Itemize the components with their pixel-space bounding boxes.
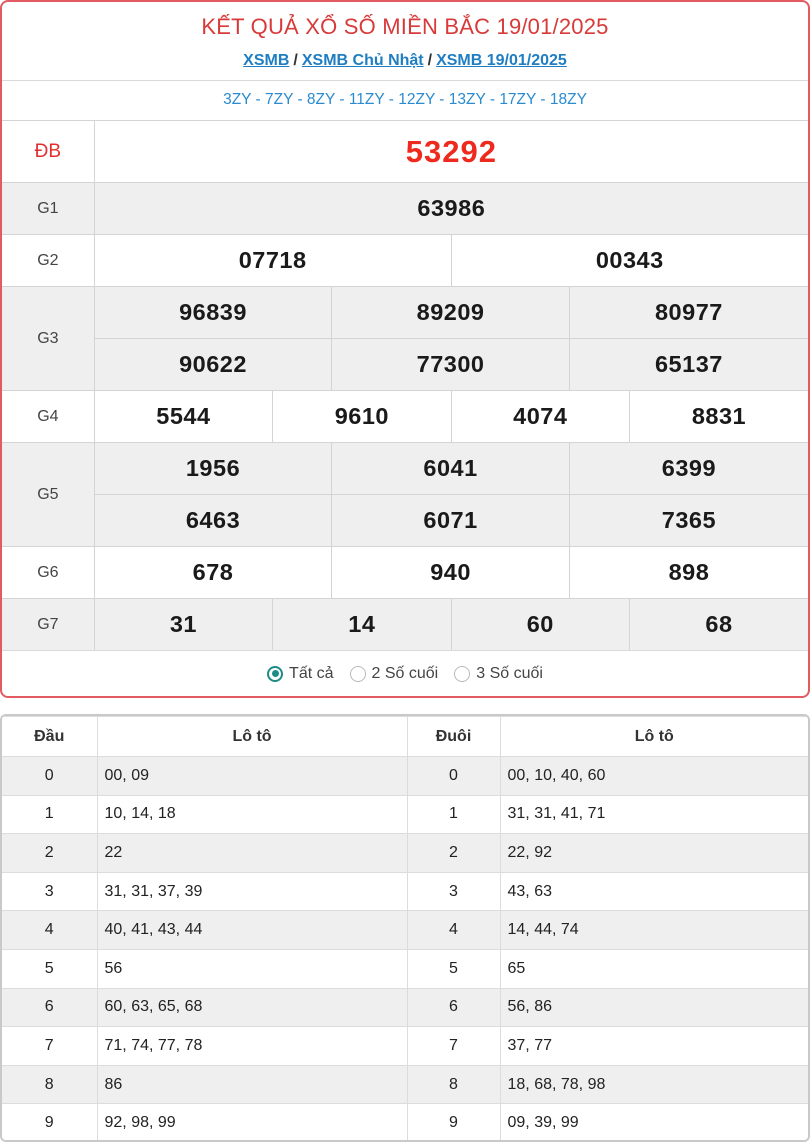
prize-row-g3 [2,339,808,391]
table-row [2,949,808,988]
dau-loto-list: 86 [97,1065,407,1104]
prize-number-db: 53292 [94,121,808,183]
header-duoi: Đuôi [407,717,500,757]
prize-number-g4: 4074 [451,391,629,443]
link-xsmb-chu-nhat[interactable]: XSMB Chủ Nhật [301,52,424,69]
header-loto-dau: Lô tô [97,717,407,757]
duoi-loto-list: 22, 92 [500,834,808,873]
prize-number-g3: 89209 [332,287,570,339]
prize-label-db: ĐB [2,121,94,183]
table-row [2,757,808,796]
duoi-digit: 1 [407,795,500,834]
filter-option-3-digits[interactable] [454,665,543,683]
dau-loto-list: 10, 14, 18 [97,795,407,834]
dau-loto-list: 56 [97,949,407,988]
prize-label-g2: G2 [2,235,94,287]
dau-loto-list: 00, 09 [97,757,407,796]
prize-number-g5: 6041 [332,443,570,495]
dau-loto-list: 22 [97,834,407,873]
filter-option-all[interactable] [267,665,333,683]
duoi-loto-list: 56, 86 [500,988,808,1027]
duoi-loto-list: 43, 63 [500,872,808,911]
prize-number-g3: 80977 [569,287,808,339]
dau-digit: 1 [2,795,97,834]
radio-icon[interactable] [454,666,470,682]
prize-number-g7: 68 [629,599,808,651]
duoi-digit: 7 [407,1027,500,1066]
link-xsmb[interactable]: XSMB [243,52,290,69]
prize-number-g1: 63986 [94,183,808,235]
duoi-digit: 3 [407,872,500,911]
loto-header-row [2,717,808,757]
prize-number-g6: 678 [94,547,332,599]
prize-row-g7 [2,599,808,651]
prize-number-g3: 65137 [569,339,808,391]
filter-option-label: Tất cả [289,664,334,682]
prize-number-g5: 7365 [569,495,808,547]
prize-label-g5: G5 [2,443,94,547]
duoi-digit: 9 [407,1104,500,1142]
prize-row-g4 [2,391,808,443]
dau-loto-list: 92, 98, 99 [97,1104,407,1142]
table-row [2,834,808,873]
prize-row-g5 [2,495,808,547]
dau-digit: 4 [2,911,97,950]
prize-label-g6: G6 [2,547,94,599]
duoi-digit: 6 [407,988,500,1027]
prize-number-g4: 8831 [629,391,808,443]
prize-row-g1 [2,183,808,235]
filter-option-label: 2 Số cuối [371,664,439,682]
dau-loto-list: 40, 41, 43, 44 [97,911,407,950]
prize-row-g2 [2,235,808,287]
table-row [2,988,808,1027]
dau-digit: 6 [2,988,97,1027]
loto-table [2,716,808,1142]
dau-digit: 5 [2,949,97,988]
dau-digit: 3 [2,872,97,911]
loto-body [2,757,808,1143]
prize-number-g6: 898 [569,547,808,599]
duoi-digit: 0 [407,757,500,796]
duoi-loto-list: 37, 77 [500,1027,808,1066]
radio-icon[interactable] [350,666,366,682]
prize-number-g7: 60 [451,599,629,651]
prize-number-g7: 31 [94,599,272,651]
prize-number-g5: 6399 [569,443,808,495]
duoi-digit: 2 [407,834,500,873]
prize-row-g6 [2,547,808,599]
dau-digit: 2 [2,834,97,873]
prize-number-g5: 1956 [94,443,332,495]
prize-number-g3: 96839 [94,287,332,339]
prize-label-g7: G7 [2,599,94,651]
duoi-digit: 5 [407,949,500,988]
prize-table [2,120,808,651]
table-row [2,911,808,950]
table-row [2,1065,808,1104]
breadcrumb [2,48,808,80]
loto-table-card [0,714,810,1142]
duoi-loto-list: 09, 39, 99 [500,1104,808,1142]
dau-digit: 8 [2,1065,97,1104]
prize-row-g3 [2,287,808,339]
dau-loto-list: 31, 31, 37, 39 [97,872,407,911]
duoi-loto-list: 00, 10, 40, 60 [500,757,808,796]
header-loto-duoi: Lô tô [500,717,808,757]
page-title: KẾT QUẢ XỔ SỐ MIỀN BẮC 19/01/2025 [201,14,609,39]
table-row [2,1027,808,1066]
filter-option-2-digits[interactable] [350,665,439,683]
prize-number-g2: 00343 [451,235,808,287]
table-row [2,1104,808,1142]
prize-number-g5: 6071 [332,495,570,547]
link-xsmb-date[interactable]: XSMB 19/01/2025 [436,52,567,69]
table-row [2,872,808,911]
prize-number-g4: 9610 [273,391,451,443]
prize-number-g3: 77300 [332,339,570,391]
breadcrumb-separator: / [293,52,298,69]
table-row [2,795,808,834]
digit-filter [2,650,808,696]
prize-number-g5: 6463 [94,495,332,547]
dau-digit: 9 [2,1104,97,1142]
prize-number-g2: 07718 [94,235,451,287]
header-dau: Đầu [2,717,97,757]
prize-number-g7: 14 [273,599,451,651]
prize-label-g3: G3 [2,287,94,391]
prize-number-g6: 940 [332,547,570,599]
radio-selected-icon[interactable] [267,666,283,682]
filter-option-label: 3 Số cuối [476,664,543,682]
prize-label-g1: G1 [2,183,94,235]
breadcrumb-separator: / [427,52,433,69]
duoi-loto-list: 18, 68, 78, 98 [500,1065,808,1104]
duoi-loto-list: 65 [500,949,808,988]
prize-label-g4: G4 [2,391,94,443]
prize-number-g4: 5544 [94,391,272,443]
duoi-digit: 8 [407,1065,500,1104]
duoi-digit: 4 [407,911,500,950]
draw-codes: 3ZY - 7ZY - 8ZY - 11ZY - 12ZY - 13ZY - 17ZY - 18ZY [2,80,808,120]
dau-digit: 0 [2,757,97,796]
prize-row-db [2,121,808,183]
duoi-loto-list: 14, 44, 74 [500,911,808,950]
dau-loto-list: 60, 63, 65, 68 [97,988,407,1027]
prize-number-g3: 90622 [94,339,332,391]
prize-row-g5 [2,443,808,495]
dau-loto-list: 71, 74, 77, 78 [97,1027,407,1066]
duoi-loto-list: 31, 31, 41, 71 [500,795,808,834]
dau-digit: 7 [2,1027,97,1066]
